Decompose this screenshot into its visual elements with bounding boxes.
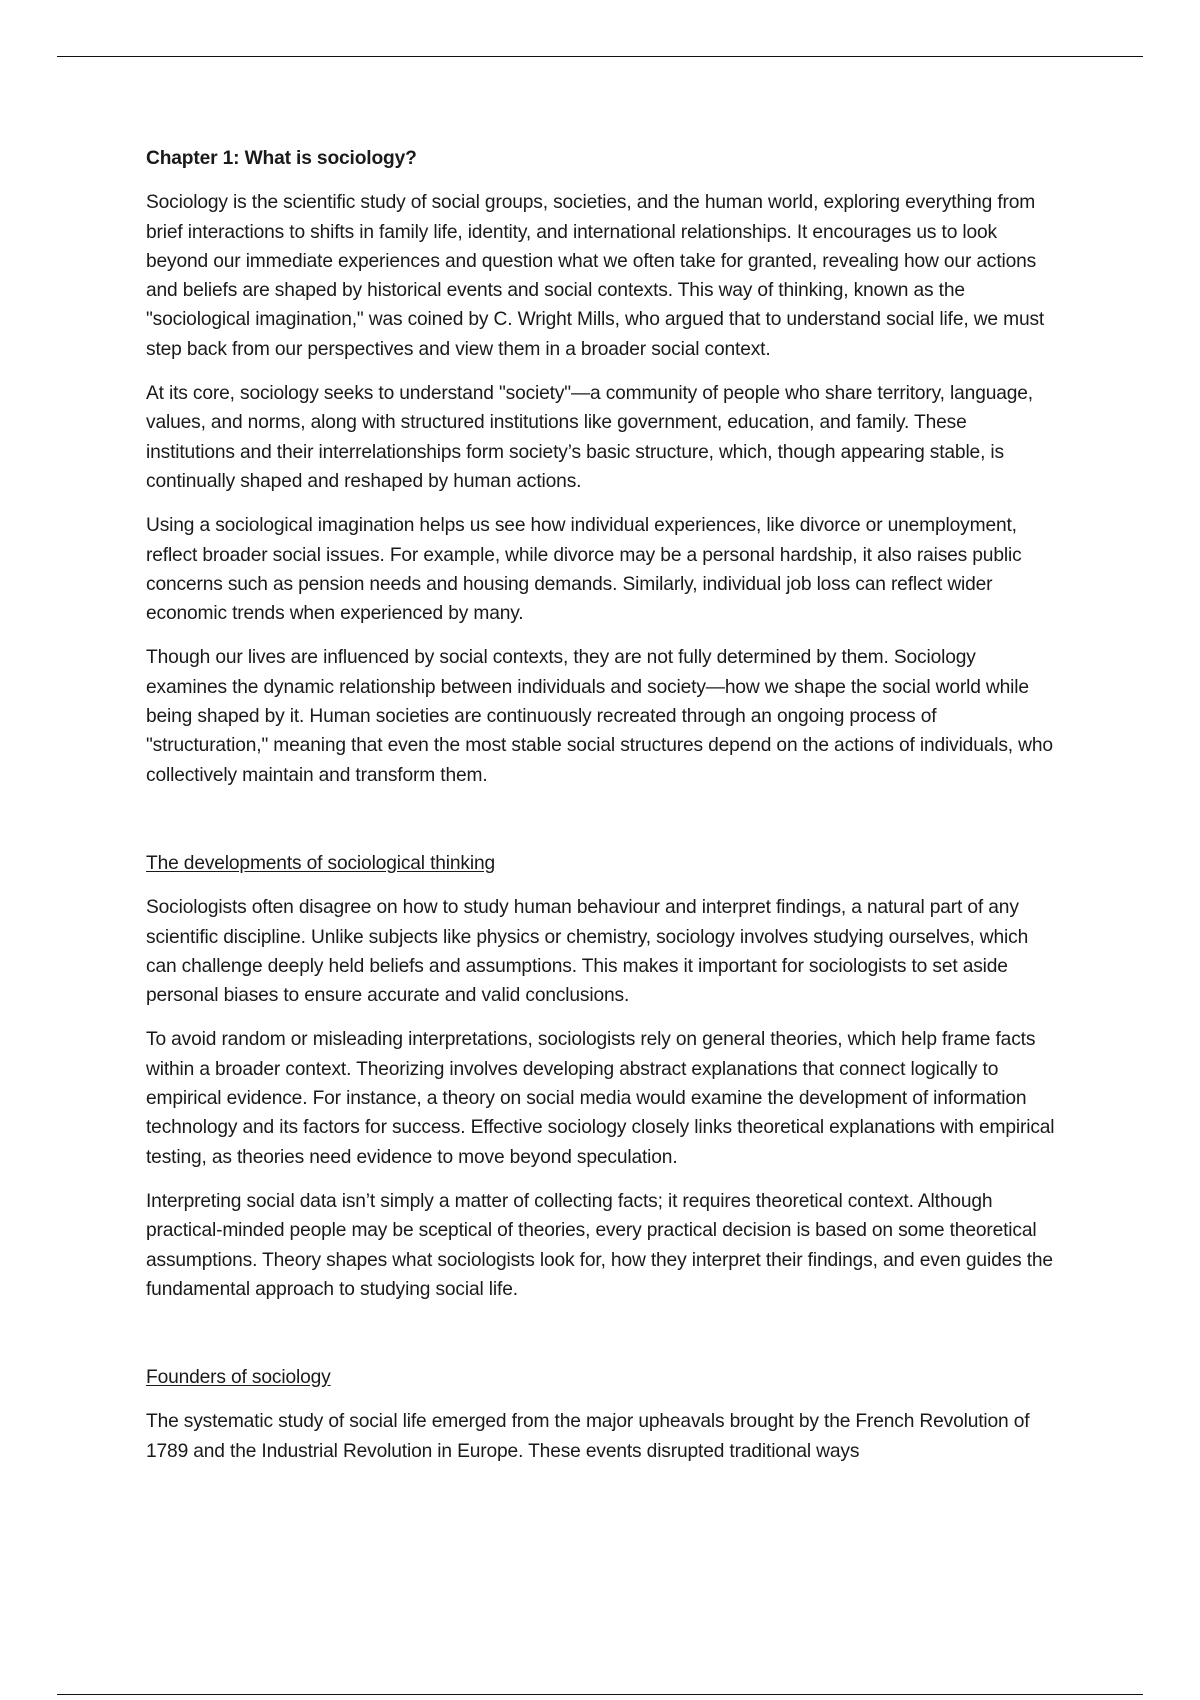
section-heading-founders: Founders of sociology <box>146 1367 331 1389</box>
section-spacer <box>146 805 1056 849</box>
founders-paragraph-1: The systematic study of social life emerged from the major upheavals brought by the French Revolution of 1789 and the Industrial Revolution in Europe. These events disrupted traditional ways <box>146 1411 1030 1462</box>
document-body <box>146 144 1056 1481</box>
bottom-rule <box>57 1694 1143 1695</box>
developments-paragraph-3: Interpreting social data isn’t simply a matter of collecting facts; it requires theoretical context. Although practical-minded people may be sceptical of theories, every practical decision is based on some theoretical assumptions. Theory shapes what sociologists look for, how they interpret their findings, and even guides the fundamental approach to studying social life. <box>146 1190 1053 1300</box>
intro-paragraph-2: At its core, sociology seeks to understand "society"—a community of people who share territory, language, values, and norms, along with structured institutions like government, education, and family. These institutions and their interrelationships form society’s basic structure, which, though appearing stable, is continually shaped and reshaped by human actions. <box>146 383 1033 492</box>
intro-paragraph-1: Sociology is the scientific study of social groups, societies, and the human world, exploring everything from brief interactions to shifts in family life, identity, and international relationships. It encourages us to look beyond our immediate experiences and question what we often take for granted, revealing how our actions and beliefs are shaped by historical events and social contexts. This way of thinking, known as the "sociological imagination," was coined by C. Wright Mills, who argued that to understand social life, we must step back from our perspectives and view them in a broader social context. <box>146 192 1045 360</box>
developments-paragraph-1: Sociologists often disagree on how to study human behaviour and interpret findings, a natural part of any scientific discipline. Unlike subjects like physics or chemistry, sociology involves studying ourselves, which can challenge deeply held beliefs and assumptions. This makes it important for sociologists to set aside personal biases to ensure accurate and valid conclusions. <box>146 897 1029 1007</box>
intro-paragraph-4: Though our lives are influenced by social contexts, they are not fully determined by them. Sociology examines the dynamic relationship between individuals and society—how we shape the social world while being shaped by it. Human societies are continuously recreated through an ongoing process of "structuration," meaning that even the most stable social structures depend on the actions of individuals, who collectively maintain and transform them. <box>146 647 1053 786</box>
developments-paragraph-2: To avoid random or misleading interpretations, sociologists rely on general theories, which help frame facts within a broader context. Theorizing involves developing abstract explanations that connect logically to empirical evidence. For instance, a theory on social media would examine the development of information technology and its factors for success. Effective sociology closely links theoretical explanations with empirical testing, as theories need evidence to move beyond speculation. <box>146 1029 1055 1168</box>
section-spacer <box>146 1319 1056 1363</box>
intro-paragraph-3: Using a sociological imagination helps us see how individual experiences, like divorce or unemployment, reflect broader social issues. For example, while divorce may be a personal hardship, it also raises public concerns such as pension needs and housing demands. Similarly, individual job loss can reflect wider economic trends when experienced by many. <box>146 515 1022 625</box>
section-heading-developments: The developments of sociological thinking <box>146 852 496 874</box>
chapter-title: Chapter 1: What is sociology? <box>146 148 417 169</box>
top-rule <box>57 56 1143 57</box>
